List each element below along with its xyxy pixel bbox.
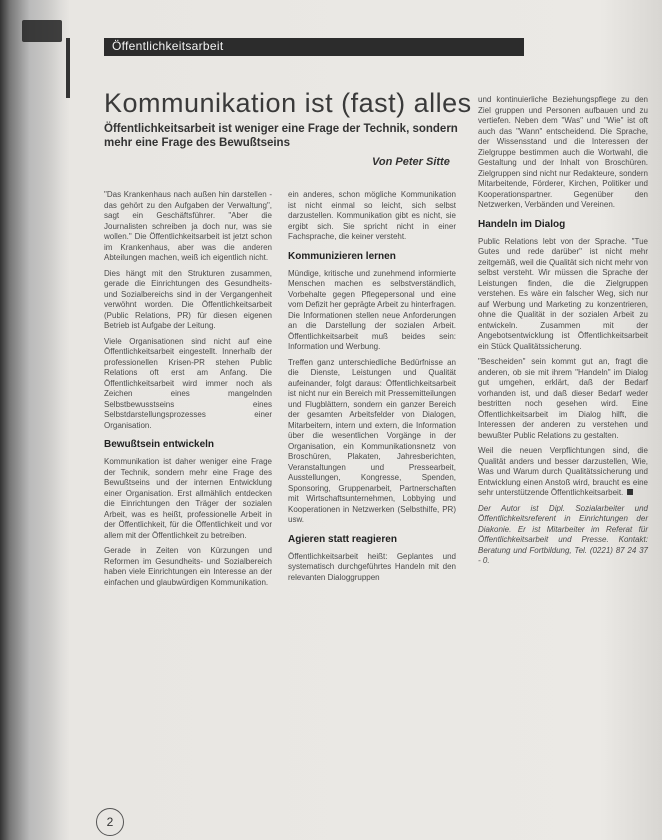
- paragraph: Gerade in Zeiten von Kürzungen und Reformen im Gesundheits- und Sozialbereich haben viele Einrichtungen ein Interesse an der einfachen und glaubwürdigen Kommunikation.: [104, 546, 272, 587]
- subheading: Bewußtsein entwickeln: [104, 439, 215, 450]
- paragraph: "Bescheiden" sein kommt gut an, fragt die anderen, ob sie mit ihrem "Handeln" im Dialog gut umgehen, erklärt, daß der Bedarf vorhanden ist, und daß dieser Bedarf weder bestritten noch gesehen wird. Eine Öffentlichkeitsarbeit im Dialog hilft, die Interessen der anderen zu verstehen und bewußter Public Relations zu gestalten.: [478, 357, 648, 440]
- paragraph: "Das Krankenhaus nach außen hin darstellen - das gehört zu den Aufgaben der Verwaltung", sagt ein Geschäftsführer. "Aber die Journalisten schreiben ja doch nur, was sie wollen." Die Öffentlichkeitsarbeit ist jetzt schon im Krankenhaus, aber was die anderen Abteilungen machen, weiß ich eigentlich nicht.: [104, 190, 272, 262]
- paragraph: Mündige, kritische und zunehmend informierte Menschen machen es selbstverständlich, Vorbehalte gegen Pflegepersonal und eine vom Defizit her geprägte Arbeit zu hinterfragen. Die Informationen stellen neue Anforderungen an die Darstellung der sozialen Arbeit. Öffentlichkeitsarbeit muß beides sein: Information und Werbung.: [288, 268, 456, 351]
- page-number: 2: [96, 808, 124, 836]
- text-column-2: [288, 190, 456, 588]
- author-note: Der Autor ist Dipl. Sozialarbeiter und Öffentlichkeitsreferent in Einrichtungen der Diakonie. Er ist Mitarbeiter im Referat für Öffentlichkeitsarbeit und Presse. Kontakt: Beratung und Fortbildung, Tel. (0221) 87 24 37 - 0.: [478, 503, 648, 565]
- subheading: Handeln im Dialog: [478, 218, 566, 230]
- binding-shadow: [0, 0, 70, 840]
- paragraph: ein anderes, schon mögliche Kommunikation ist nicht einmal so leicht, sich selbst darzustellen. Kommunikation gibt es nicht, sie ergibt sich. Sie spricht nicht in einer Fachsprache, die keiner versteht.: [288, 190, 456, 241]
- left-stripe-decoration: [66, 38, 70, 98]
- paragraph: Public Relations lebt von der Sprache. "Tue Gutes und rede darüber" ist nicht mehr zeitgemäß, weil die Qualität sich nicht mehr von selbst versteht. Wir müssen die Sprache der Leistungen finden, die die Zielgruppen verstehen. Es wäre ein falscher Weg, sich nur auf Werbung und Marketing zu konzentrieren, ohne die Qualität in der sozialen Arbeit zu entwickeln. Zusammen mit der Angebotsentwicklung ist Öffentlichkeitsarbeit ein Stück Qualitätssicherung.: [478, 236, 648, 351]
- subheading: Agieren statt reagieren: [288, 533, 397, 545]
- article-subtitle: Öffentlichkeitsarbeit ist weniger eine Frage der Technik, sondern mehr eine Frage des Bewußtseins: [104, 123, 458, 149]
- page-edge-mark: [22, 20, 62, 42]
- paragraph: Kommunikation ist daher weniger eine Frage der Technik, sondern mehr eine Frage des Bewußtseins und der internen Entwicklung einer Organisation. Erst allmählich entdecken die Einrichtungen den Träger der sozialen Arbeit, was es heißt, professionelle Arbeit in der Öffentlichkeit, für die Öffentlichkeit und vor allem mit der Öffentlichkeit zu betreiben.: [104, 457, 272, 540]
- paragraph-text: Weil die neuen Verpflichtungen sind, die Qualität anders und besser darzustellen, Wie, Was und Warum durch Qualitätssicherung und Entwicklung einen Anstoß wird, braucht es eine sehr unterstützende Öffentlichkeitsarbeit.: [478, 446, 648, 497]
- end-of-article-square-icon: [627, 489, 633, 495]
- paragraph: Viele Organisationen sind nicht auf eine Öffentlichkeitsarbeit eingestellt. Innerhalb der professionellen Krisen-PR stehen Public Relations oft erst am Anfang. Die Öffentlichkeitsarbeit wird immer noch als Zeichen eines mangelnden Selbstbewusstseins eines Selbstdarstellungsprozesses einer Organisation.: [104, 336, 272, 430]
- text-column-3: [478, 95, 648, 572]
- section-label: Öffentlichkeitsarbeit: [112, 39, 224, 53]
- paragraph: Treffen ganz unterschiedliche Bedürfnisse an die Dienste, Leistungen und Qualität aufeinander, folgt daraus: Öffentlichkeitsarbeit ist nicht nur ein Bereich mit Pressemitteilungen und Flugblättern, sondern ein ganzer Bereich der gesamten Arbeitsfelder von Dialogen, Mitarbeitern, intern und extern, die Information über die wesentlichen Vorgänge in der Organisation, ein Kommunikationsnetz von Broschüren, Plakaten, Jahresberichten, Veranstaltungen und Pressearbeit, Ausstellungen, Kongresse, Spenden, Sponsoring, Gruppenarbeit, Partnerschaften mit Wirtschaftsunternehmen, Lobbying und Kooperationen in Netzwerken (Selbsthilfe, PR) usw.: [288, 357, 456, 524]
- paragraph: Dies hängt mit den Strukturen zusammen, gerade die Einrichtungen des Gesundheits- und Sozialbereichs sind in der Vergangenheit verwöhnt worden. Die Öffentlichkeitsarbeit (Public Relations, PR) für diesen eigenen Betrieb ist Aufgabe der Leitung.: [104, 268, 272, 330]
- paragraph: und kontinuierliche Beziehungspflege zu den Ziel gruppen und Personen aufbauen und zu vertiefen. Neben dem "Was" und "Wie" ist oft auch das "Wann" entscheidend. Die Sprache, der Wissensstand und die Interessen der Zielgruppe bestimmen auch die Wortwahl, die Gestaltung und der Inhalt von Broschüren. Zielgruppen sind nicht nur Redakteure, sondern Mitarbeitende, Förderer, Kirchen, Politiker und Kooperationspartner. Gegenüber den Netzwerken, Verbänden und Vereinen.: [478, 95, 648, 209]
- subheading: Kommunizieren lernen: [288, 250, 396, 262]
- article-headline: Kommunikation ist (fast) alles: [104, 88, 472, 118]
- text-column-1: [104, 190, 272, 593]
- paragraph-with-end-mark: [478, 446, 648, 499]
- article-byline: Von Peter Sitte: [372, 156, 450, 168]
- paragraph: Öffentlichkeitsarbeit heißt: Geplantes und systematisch durchgeführtes Handeln mit den relevanten Dialoggruppen: [288, 551, 456, 582]
